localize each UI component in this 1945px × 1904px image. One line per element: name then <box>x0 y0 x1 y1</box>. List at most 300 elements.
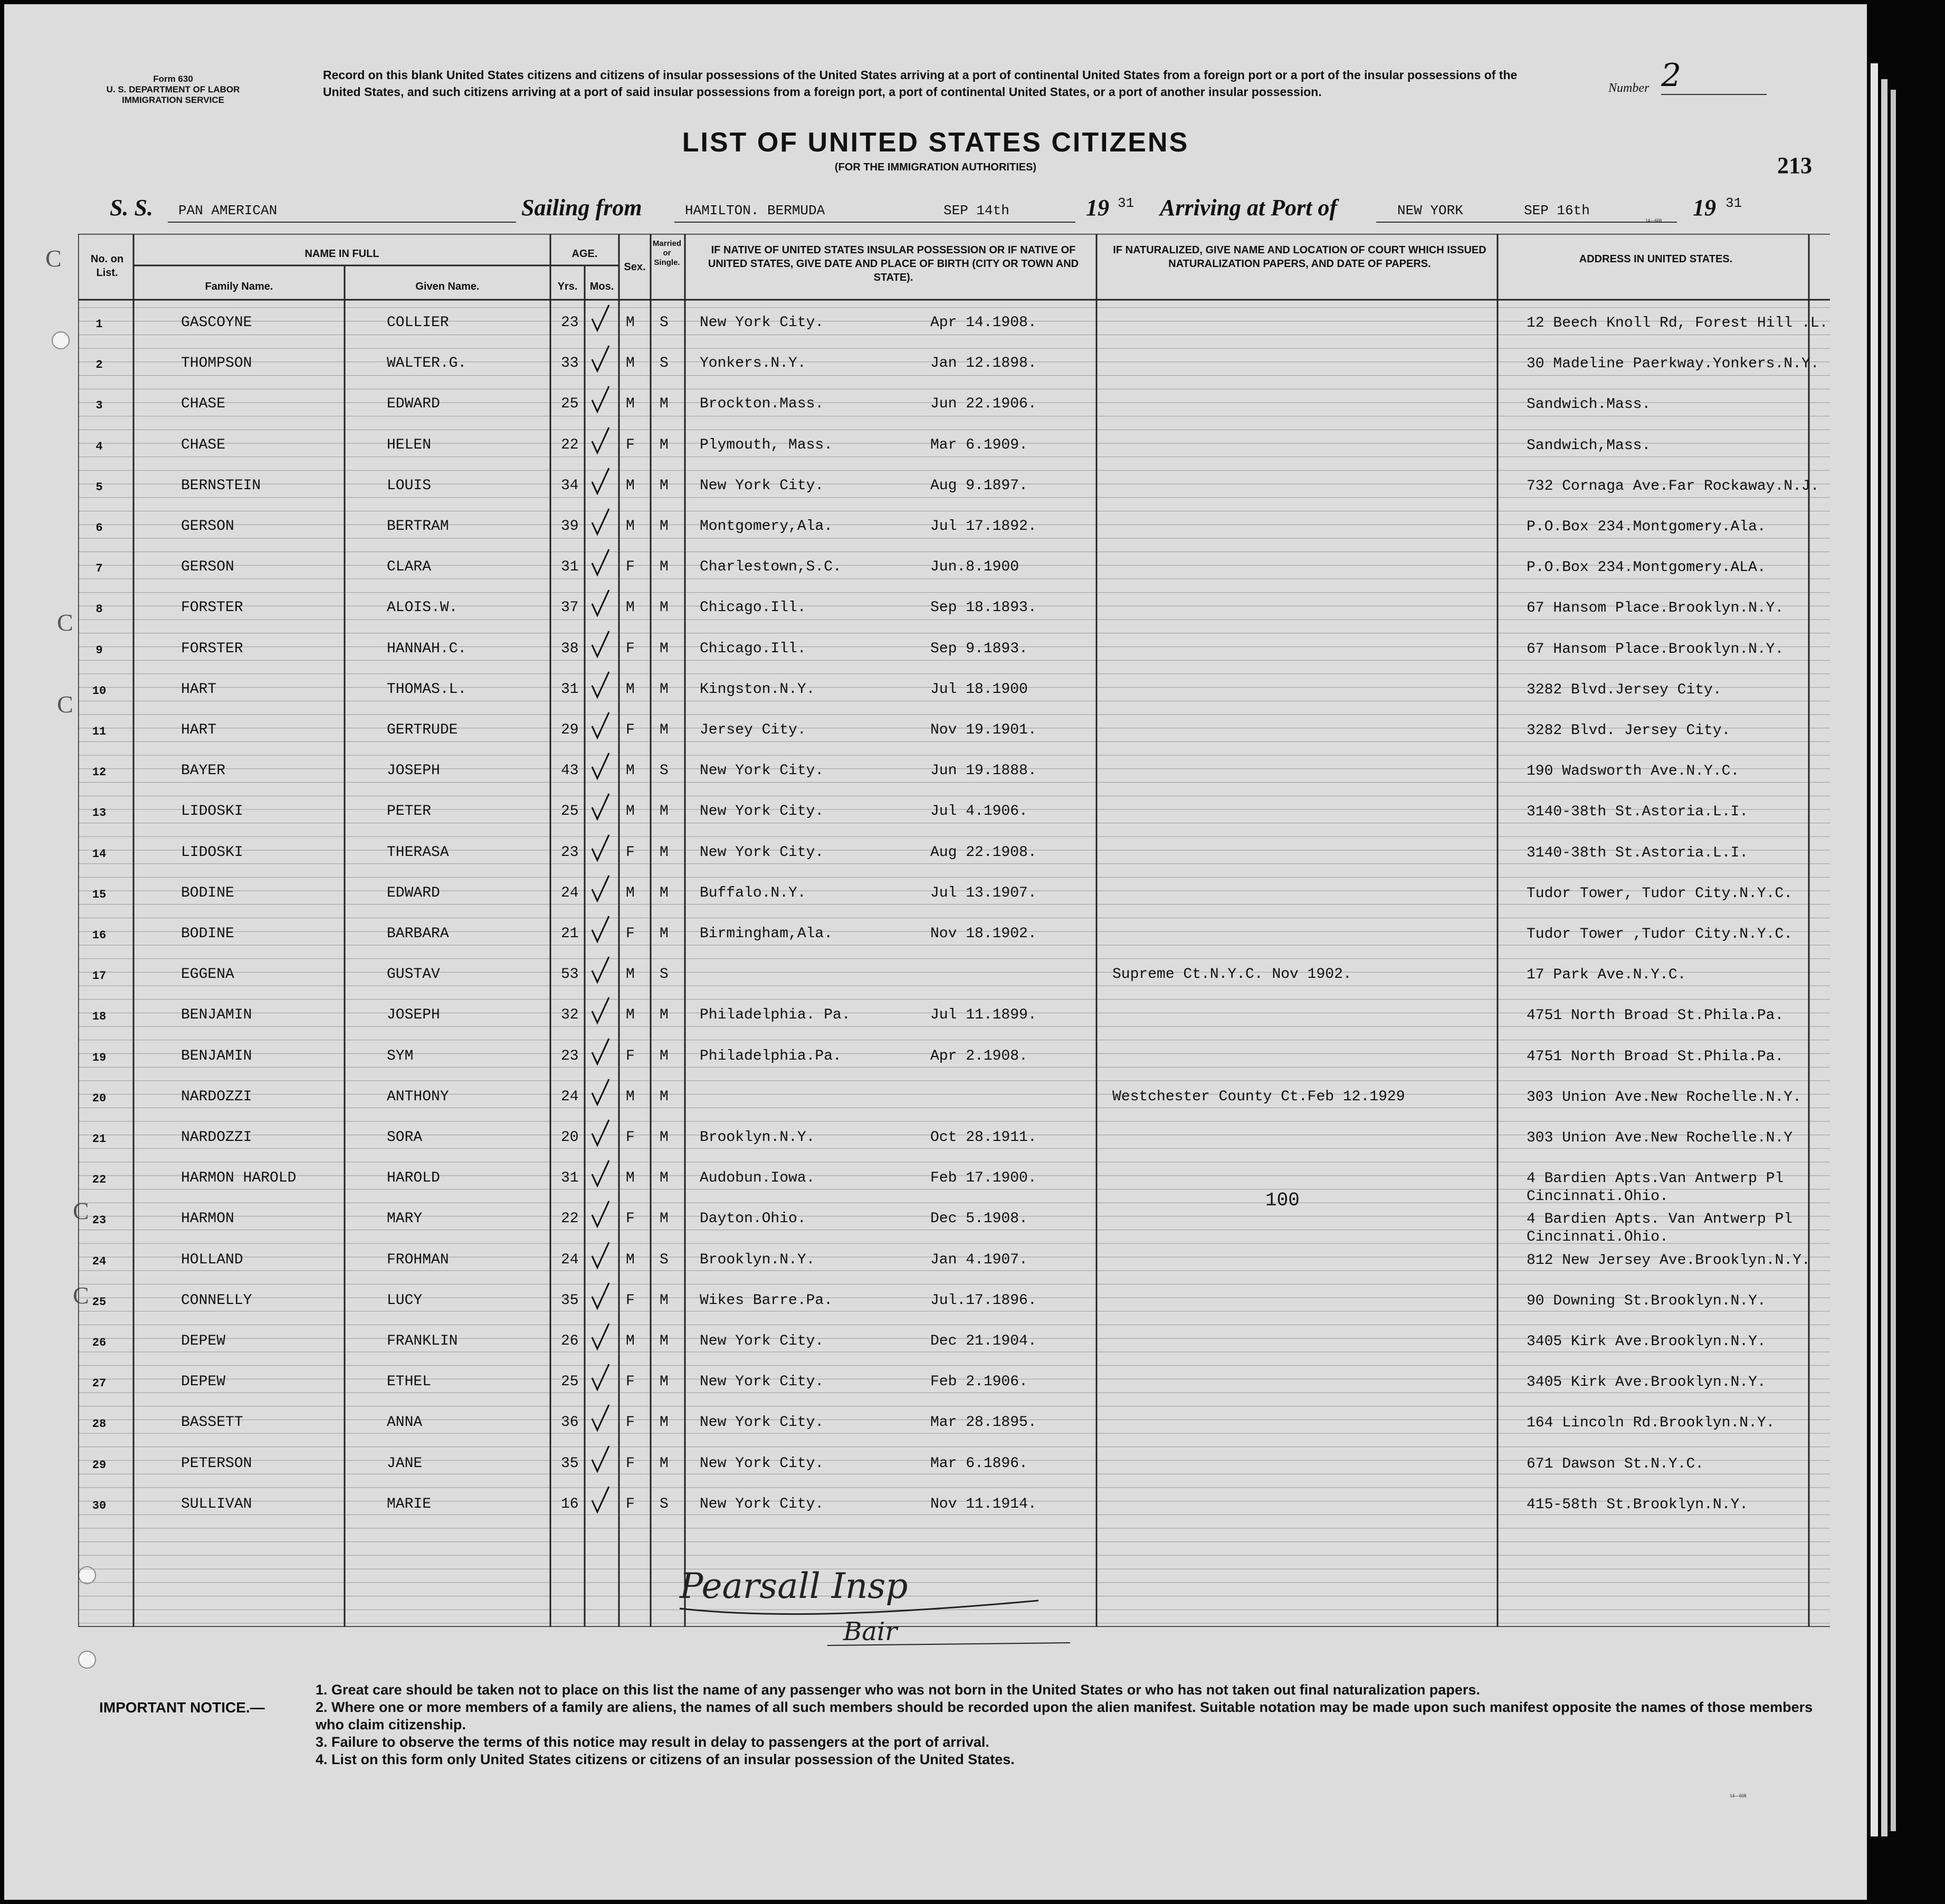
check-mark-icon <box>590 751 610 783</box>
cell-date: Jul 18.1900 <box>930 681 1028 698</box>
cell-sex: F <box>626 1048 635 1064</box>
cell-given: JOSEPH <box>387 763 440 779</box>
cell-age: 23 <box>561 844 579 861</box>
cell-family: EGGENA <box>181 966 234 983</box>
paper-edge <box>1871 63 1878 1836</box>
cell-given: GUSTAV <box>387 966 440 983</box>
cell-age: 37 <box>561 599 579 616</box>
cell-no: 27 <box>92 1377 107 1391</box>
binder-ring-icon: C <box>45 245 62 272</box>
check-mark-icon <box>590 1403 610 1434</box>
cell-sex: M <box>626 518 635 535</box>
cell-place: Wikes Barre.Pa. <box>700 1292 833 1309</box>
cell-sex: M <box>626 599 635 616</box>
header-age: AGE. <box>571 248 598 260</box>
cell-given: ANTHONY <box>387 1088 449 1105</box>
notice-list <box>316 1681 1835 1768</box>
cell-family: HARMON HAROLD <box>181 1170 297 1187</box>
cell-sex: M <box>626 355 635 372</box>
binder-ring-icon: C <box>57 609 73 636</box>
sailing-from-label: Sailing from <box>521 195 642 221</box>
cell-no: 21 <box>92 1132 107 1146</box>
ship-underline <box>168 222 516 223</box>
cell-no: 14 <box>92 847 107 861</box>
cell-sex: M <box>626 1007 635 1024</box>
cell-ms: S <box>660 355 669 372</box>
cell-place: Brockton.Mass. <box>700 396 824 413</box>
cell-date: Jun.8.1900 <box>930 559 1019 576</box>
cell-date: Sep 9.1893. <box>930 640 1028 657</box>
cell-place: Chicago.Ill. <box>700 640 806 657</box>
cell-address: 190 Wadsworth Ave.N.Y.C. <box>1527 763 1740 780</box>
cell-sex: F <box>626 559 635 576</box>
cell-address: 3282 Blvd. Jersey City. <box>1527 722 1731 739</box>
cell-address: Tudor Tower ,Tudor City.N.Y.C. <box>1527 926 1793 943</box>
check-mark-icon <box>590 914 610 946</box>
cell-sex: M <box>626 396 635 413</box>
cell-address: P.O.Box 234.Montgomery.ALA. <box>1527 559 1766 576</box>
check-mark-icon <box>590 955 610 986</box>
cell-sex: F <box>626 1129 635 1146</box>
cell-family: HART <box>181 681 217 698</box>
cell-place: Philadelphia. Pa. <box>700 1007 851 1024</box>
check-mark-icon <box>590 507 610 538</box>
header-married: Married or Single. <box>652 239 682 267</box>
cell-given: HANNAH.C. <box>387 640 467 657</box>
cell-address: 303 Union Ave.New Rochelle.N.Y. <box>1527 1089 1801 1106</box>
cell-no: 20 <box>92 1091 107 1105</box>
cell-address: 671 Dawson St.N.Y.C. <box>1527 1455 1704 1472</box>
cell-no: 24 <box>92 1254 107 1268</box>
printer-mark: 14—608 <box>1645 218 1662 223</box>
cell-given: BARBARA <box>387 926 449 942</box>
cell-no: 8 <box>96 603 103 616</box>
cell-nat: Supreme Ct.N.Y.C. Nov 1902. <box>1112 966 1352 983</box>
notice-item: 2. Where one or more members of a family are aliens, the names of all such members should be recorded upon the alien manifest. Suitable notation may be made upon such manifest opposite the names of those members who claim citizenship. <box>316 1699 1813 1732</box>
cell-age: 23 <box>561 315 579 331</box>
check-mark-icon <box>590 1199 610 1231</box>
cell-no: 15 <box>92 888 107 901</box>
cell-family: THOMPSON <box>181 355 252 372</box>
cell-family: HARMON <box>181 1211 234 1227</box>
cell-given: JANE <box>387 1455 423 1472</box>
header-birth: IF NATIVE OF UNITED STATES INSULAR POSSESSION OR IF NATIVE OF UNITED STATES, GIVE DATE AND PLACE OF BIRTH (CITY OR TOWN AND STATE). <box>708 244 1079 283</box>
cell-age: 35 <box>561 1455 579 1472</box>
cell-age: 34 <box>561 477 579 494</box>
check-mark-icon <box>590 710 610 742</box>
cell-address: 415-58th St.Brooklyn.N.Y. <box>1527 1496 1749 1513</box>
cell-sex: F <box>626 1211 635 1227</box>
cell-date: Dec 21.1904. <box>930 1333 1037 1349</box>
cell-place: Dayton.Ohio. <box>700 1211 806 1227</box>
binder-ring-icon: C <box>57 691 73 718</box>
cell-family: SULLIVAN <box>181 1496 252 1512</box>
cell-sex: M <box>626 966 635 983</box>
cell-sex: M <box>626 1333 635 1349</box>
to-underline <box>1376 222 1677 223</box>
cell-place: Jersey City. <box>700 722 806 738</box>
cell-no: 11 <box>92 725 107 738</box>
check-mark-icon <box>590 1036 610 1068</box>
header-name-in-full: NAME IN FULL <box>304 248 379 260</box>
check-mark-icon <box>590 1281 610 1312</box>
cell-date: Feb 17.1900. <box>930 1170 1037 1187</box>
cell-given: FROHMAN <box>387 1251 449 1268</box>
cell-ms: S <box>660 1251 669 1268</box>
cell-given: THERASA <box>387 844 449 861</box>
cell-family: CHASE <box>181 436 226 453</box>
signature-text: Pearsall Insp <box>680 1566 908 1606</box>
cell-family: BAYER <box>181 763 226 779</box>
cell-family: NARDOZZI <box>181 1088 252 1105</box>
cell-age: 16 <box>561 1496 579 1512</box>
check-mark-icon <box>590 1444 610 1475</box>
cell-address: 4751 North Broad St.Phila.Pa. <box>1527 1007 1784 1024</box>
check-mark-icon <box>590 344 610 375</box>
cell-given: COLLIER <box>387 315 449 331</box>
cell-given: GERTRUDE <box>387 722 458 738</box>
header-family: Family Name. <box>205 281 273 292</box>
cell-address: 164 Lincoln Rd.Brooklyn.N.Y. <box>1527 1415 1775 1432</box>
cell-date: Mar 6.1896. <box>930 1455 1028 1472</box>
cell-place: New York City. <box>700 1414 824 1431</box>
cell-family: CONNELLY <box>181 1292 252 1309</box>
cell-ms: S <box>660 1496 669 1512</box>
cell-ms: M <box>660 926 669 942</box>
cell-age: 36 <box>561 1414 579 1431</box>
cell-sex: F <box>626 436 635 453</box>
cell-place: New York City. <box>700 1455 824 1472</box>
check-mark-icon <box>590 384 610 416</box>
cell-family: BERNSTEIN <box>181 477 261 494</box>
check-mark-icon <box>590 873 610 905</box>
cell-sex: F <box>626 1455 635 1472</box>
to-year: 31 <box>1725 195 1742 211</box>
cell-family: BODINE <box>181 926 234 942</box>
manifest-page <box>4 4 1867 1900</box>
cell-place: New York City. <box>700 844 824 861</box>
cell-no: 29 <box>92 1458 107 1472</box>
cell-sex: F <box>626 1374 635 1391</box>
cell-place: Buffalo.N.Y. <box>700 884 806 901</box>
to-port: NEW YORK <box>1397 203 1463 218</box>
from-date: SEP 14th <box>943 203 1009 218</box>
cell-given: EDWARD <box>387 884 440 901</box>
cell-date: Dec 5.1908. <box>930 1211 1028 1227</box>
cell-address: 4751 North Broad St.Phila.Pa. <box>1527 1048 1784 1065</box>
cell-ms: M <box>660 884 669 901</box>
cell-place: New York City. <box>700 477 824 494</box>
header-sex: Sex. <box>624 261 646 273</box>
cell-date: Jun 22.1906. <box>930 396 1037 413</box>
cell-ms: M <box>660 681 669 698</box>
cell-given: HAROLD <box>387 1170 440 1187</box>
cell-age: 25 <box>561 803 579 820</box>
header-given: Given Name. <box>415 281 480 292</box>
cell-family: BENJAMIN <box>181 1007 252 1024</box>
cell-no: 1 <box>96 318 103 331</box>
cell-no: 18 <box>92 1010 107 1024</box>
cell-age: 21 <box>561 926 579 942</box>
cell-given: ANNA <box>387 1414 423 1431</box>
cell-family: BASSETT <box>181 1414 243 1431</box>
check-mark-icon <box>590 547 610 579</box>
page-subtitle: (FOR THE IMMIGRATION AUTHORITIES) <box>834 161 1037 173</box>
cell-sex: F <box>626 640 635 657</box>
cell-no: 2 <box>96 358 103 372</box>
binder-hole <box>52 331 70 349</box>
cell-ms: M <box>660 1333 669 1349</box>
cell-place: Birmingham,Ala. <box>700 926 833 942</box>
cell-no: 7 <box>96 562 103 576</box>
check-mark-icon <box>590 833 610 864</box>
cell-given: PETER <box>387 803 432 820</box>
year-prefix-2: 19 <box>1693 195 1716 221</box>
cell-date: Nov 11.1914. <box>930 1496 1037 1512</box>
cell-ms: M <box>660 1414 669 1431</box>
check-mark-icon <box>590 1362 610 1394</box>
cell-ms: M <box>660 559 669 576</box>
cell-sex: M <box>626 803 635 820</box>
cell-date: Nov 19.1901. <box>930 722 1037 738</box>
cell-sex: F <box>626 1292 635 1309</box>
cell-no: 23 <box>92 1214 107 1227</box>
cell-family: BODINE <box>181 884 234 901</box>
cell-place: Brooklyn.N.Y. <box>700 1129 815 1146</box>
cell-address: 67 Hansom Place.Brooklyn.N.Y. <box>1527 641 1784 658</box>
cell-age: 29 <box>561 722 579 738</box>
cell-address: 67 Hansom Place.Brooklyn.N.Y. <box>1527 600 1784 617</box>
cell-family: GERSON <box>181 518 234 535</box>
cell-family: FORSTER <box>181 599 243 616</box>
header-no: No. on List. <box>90 253 124 279</box>
cell-date: Aug 9.1897. <box>930 477 1028 494</box>
cell-sex: M <box>626 1251 635 1268</box>
cell-family: PETERSON <box>181 1455 252 1472</box>
cell-no: 22 <box>92 1173 107 1187</box>
cell-age: 53 <box>561 966 579 983</box>
cell-age: 25 <box>561 396 579 413</box>
cell-given: SYM <box>387 1048 414 1064</box>
cell-address: Sandwich.Mass. <box>1527 396 1651 413</box>
cell-place: Yonkers.N.Y. <box>700 355 806 372</box>
check-mark-icon <box>590 1321 610 1353</box>
check-mark-icon <box>590 466 610 498</box>
cell-place: Montgomery,Ala. <box>700 518 833 535</box>
binder-ring-icon: C <box>73 1282 89 1309</box>
cell-place: Brooklyn.N.Y. <box>700 1251 815 1268</box>
cell-no: 12 <box>92 766 107 779</box>
from-underline <box>674 222 1075 223</box>
cell-family: GASCOYNE <box>181 315 252 331</box>
cell-ms: M <box>660 1048 669 1064</box>
check-mark-icon <box>590 1240 610 1272</box>
cell-age: 24 <box>561 1088 579 1105</box>
cell-sex: M <box>626 681 635 698</box>
cell-nat: 100 <box>1265 1189 1300 1212</box>
cell-no: 19 <box>92 1051 107 1064</box>
cell-ms: M <box>660 1211 669 1227</box>
ss-label: S. S. <box>110 195 153 221</box>
year-prefix: 19 <box>1086 195 1109 221</box>
cell-no: 6 <box>96 521 103 535</box>
cell-address: 3405 Kirk Ave.Brooklyn.N.Y. <box>1527 1334 1766 1350</box>
cell-date: Jan 4.1907. <box>930 1251 1028 1268</box>
cell-ms: M <box>660 1292 669 1309</box>
cell-date: Mar 6.1909. <box>930 436 1028 453</box>
from-port: HAMILTON. BERMUDA <box>685 203 825 218</box>
cell-no: 30 <box>92 1499 107 1512</box>
cell-no: 5 <box>96 480 103 494</box>
cell-ms: S <box>660 315 669 331</box>
page-title: LIST OF UNITED STATES CITIZENS <box>682 127 1189 158</box>
header-address: ADDRESS IN UNITED STATES. <box>1579 253 1733 265</box>
cell-sex: M <box>626 884 635 901</box>
cell-no: 28 <box>92 1417 107 1431</box>
cell-date: Mar 28.1895. <box>930 1414 1037 1431</box>
cell-age: 22 <box>561 436 579 453</box>
number-value: 2 <box>1661 57 1682 94</box>
cell-address: 30 Madeline Paerkway.Yonkers.N.Y. <box>1527 356 1819 373</box>
check-mark-icon <box>590 588 610 620</box>
cell-age: 33 <box>561 355 579 372</box>
paper-edge <box>1881 79 1887 1836</box>
cell-place: New York City. <box>700 763 824 779</box>
check-mark-icon <box>590 1077 610 1109</box>
cell-age: 35 <box>561 1292 579 1309</box>
cell-sex: M <box>626 763 635 779</box>
cell-given: THOMAS.L. <box>387 681 467 698</box>
cell-no: 16 <box>92 929 107 942</box>
cell-family: LIDOSKI <box>181 844 243 861</box>
cell-sex: F <box>626 1496 635 1512</box>
cell-date: Nov 18.1902. <box>930 926 1037 942</box>
cell-date: Feb 2.1906. <box>930 1374 1028 1391</box>
cell-no: 26 <box>92 1336 107 1349</box>
paper-edge <box>1891 90 1896 1831</box>
cell-place: Charlestown,S.C. <box>700 559 842 576</box>
cell-date: Jul 4.1906. <box>930 803 1028 820</box>
number-label: Number <box>1608 81 1650 95</box>
cell-ms: S <box>660 763 669 779</box>
cell-age: 32 <box>561 1007 579 1024</box>
cell-address: 3282 Blvd.Jersey City. <box>1527 681 1722 698</box>
cell-no: 25 <box>92 1295 107 1309</box>
cell-date: Jan 12.1898. <box>930 355 1037 372</box>
cell-sex: M <box>626 1088 635 1105</box>
cell-address: 17 Park Ave.N.Y.C. <box>1527 967 1686 984</box>
cell-ms: M <box>660 1374 669 1391</box>
cell-no: 10 <box>92 684 107 698</box>
cell-ms: M <box>660 518 669 535</box>
cell-place: New York City. <box>700 1496 824 1512</box>
cell-given: ETHEL <box>387 1374 432 1391</box>
cell-place: Chicago.Ill. <box>700 599 806 616</box>
cell-given: LUCY <box>387 1292 423 1309</box>
cell-age: 25 <box>561 1374 579 1391</box>
cell-date: Apr 14.1908. <box>930 315 1037 331</box>
notice-item: 1. Great care should be taken not to place on this list the name of any passenger who was not born in the United States or who has not taken out final naturalization papers. <box>316 1682 1480 1698</box>
cell-age: 26 <box>561 1333 579 1349</box>
cell-family: GERSON <box>181 559 234 576</box>
cell-address: 812 New Jersey Ave.Brooklyn.N.Y. <box>1527 1252 1810 1269</box>
cell-address: 4 Bardien Apts. Van Antwerp Pl Cincinnati.Ohio. <box>1527 1211 1793 1246</box>
cell-place: Philadelphia.Pa. <box>700 1048 842 1064</box>
cell-age: 23 <box>561 1048 579 1064</box>
cell-age: 39 <box>561 518 579 535</box>
check-mark-icon <box>590 995 610 1027</box>
inspector-signature <box>669 1550 1091 1656</box>
cell-age: 24 <box>561 884 579 901</box>
signature-2-text: Bair <box>843 1617 898 1646</box>
cell-date: Jul 13.1907. <box>930 884 1037 901</box>
cell-date: Jul 11.1899. <box>930 1007 1037 1024</box>
cell-sex: F <box>626 1414 635 1431</box>
cell-address: Sandwich,Mass. <box>1527 437 1651 454</box>
form-id-block <box>89 74 258 106</box>
cell-given: MARIE <box>387 1496 432 1512</box>
cell-address: 732 Cornaga Ave.Far Rockaway.N.J. <box>1527 478 1819 494</box>
cell-ms: M <box>660 844 669 861</box>
cell-place: Plymouth, Mass. <box>700 436 833 453</box>
cell-place: New York City. <box>700 315 824 331</box>
cell-family: CHASE <box>181 396 226 413</box>
cell-given: BERTRAM <box>387 518 449 535</box>
cell-ms: M <box>660 599 669 616</box>
cell-ms: M <box>660 1129 669 1146</box>
service-label: IMMIGRATION SERVICE <box>122 95 224 105</box>
cell-ms: M <box>660 640 669 657</box>
cell-family: DEPEW <box>181 1333 226 1349</box>
cell-address: 90 Downing St.Brooklyn.N.Y. <box>1527 1292 1766 1309</box>
cell-nat: Westchester County Ct.Feb 12.1929 <box>1112 1088 1405 1105</box>
cell-given: EDWARD <box>387 396 440 413</box>
check-mark-icon <box>590 1484 610 1516</box>
cell-address: 3140-38th St.Astoria.L.I. <box>1527 844 1749 861</box>
cell-sex: F <box>626 844 635 861</box>
cell-address: 303 Union Ave.New Rochelle.N.Y <box>1527 1130 1793 1146</box>
cell-given: JOSEPH <box>387 1007 440 1024</box>
cell-date: Jun 19.1888. <box>930 763 1037 779</box>
check-mark-icon <box>590 425 610 457</box>
department-label: U. S. DEPARTMENT OF LABOR <box>106 84 240 94</box>
cell-ms: M <box>660 1007 669 1024</box>
cell-sex: F <box>626 926 635 942</box>
cell-place: New York City. <box>700 1333 824 1349</box>
cell-age: 31 <box>561 559 579 576</box>
cell-ms: M <box>660 1455 669 1472</box>
cell-age: 22 <box>561 1211 579 1227</box>
cell-family: HART <box>181 722 217 738</box>
cell-given: FRANKLIN <box>387 1333 458 1349</box>
cell-address: 4 Bardien Apts.Van Antwerp Pl Cincinnati.Ohio. <box>1527 1170 1784 1205</box>
cell-ms: M <box>660 477 669 494</box>
check-mark-icon <box>590 1118 610 1149</box>
binder-ring-icon: C <box>73 1197 89 1224</box>
cell-ms: M <box>660 1088 669 1105</box>
cell-age: 31 <box>561 681 579 698</box>
cell-no: 17 <box>92 969 107 983</box>
cell-place: Kingston.N.Y. <box>700 681 815 698</box>
check-mark-icon <box>590 303 610 335</box>
cell-ms: M <box>660 436 669 453</box>
ship-name: PAN AMERICAN <box>178 203 278 218</box>
cell-address: 3405 Kirk Ave.Brooklyn.N.Y. <box>1527 1374 1766 1391</box>
cell-given: ALOIS.W. <box>387 599 458 616</box>
notice-item: 4. List on this form only United States citizens or citizens of an insular possession of the United States. <box>316 1751 1015 1767</box>
cell-age: 24 <box>561 1251 579 1268</box>
cell-ms: M <box>660 396 669 413</box>
